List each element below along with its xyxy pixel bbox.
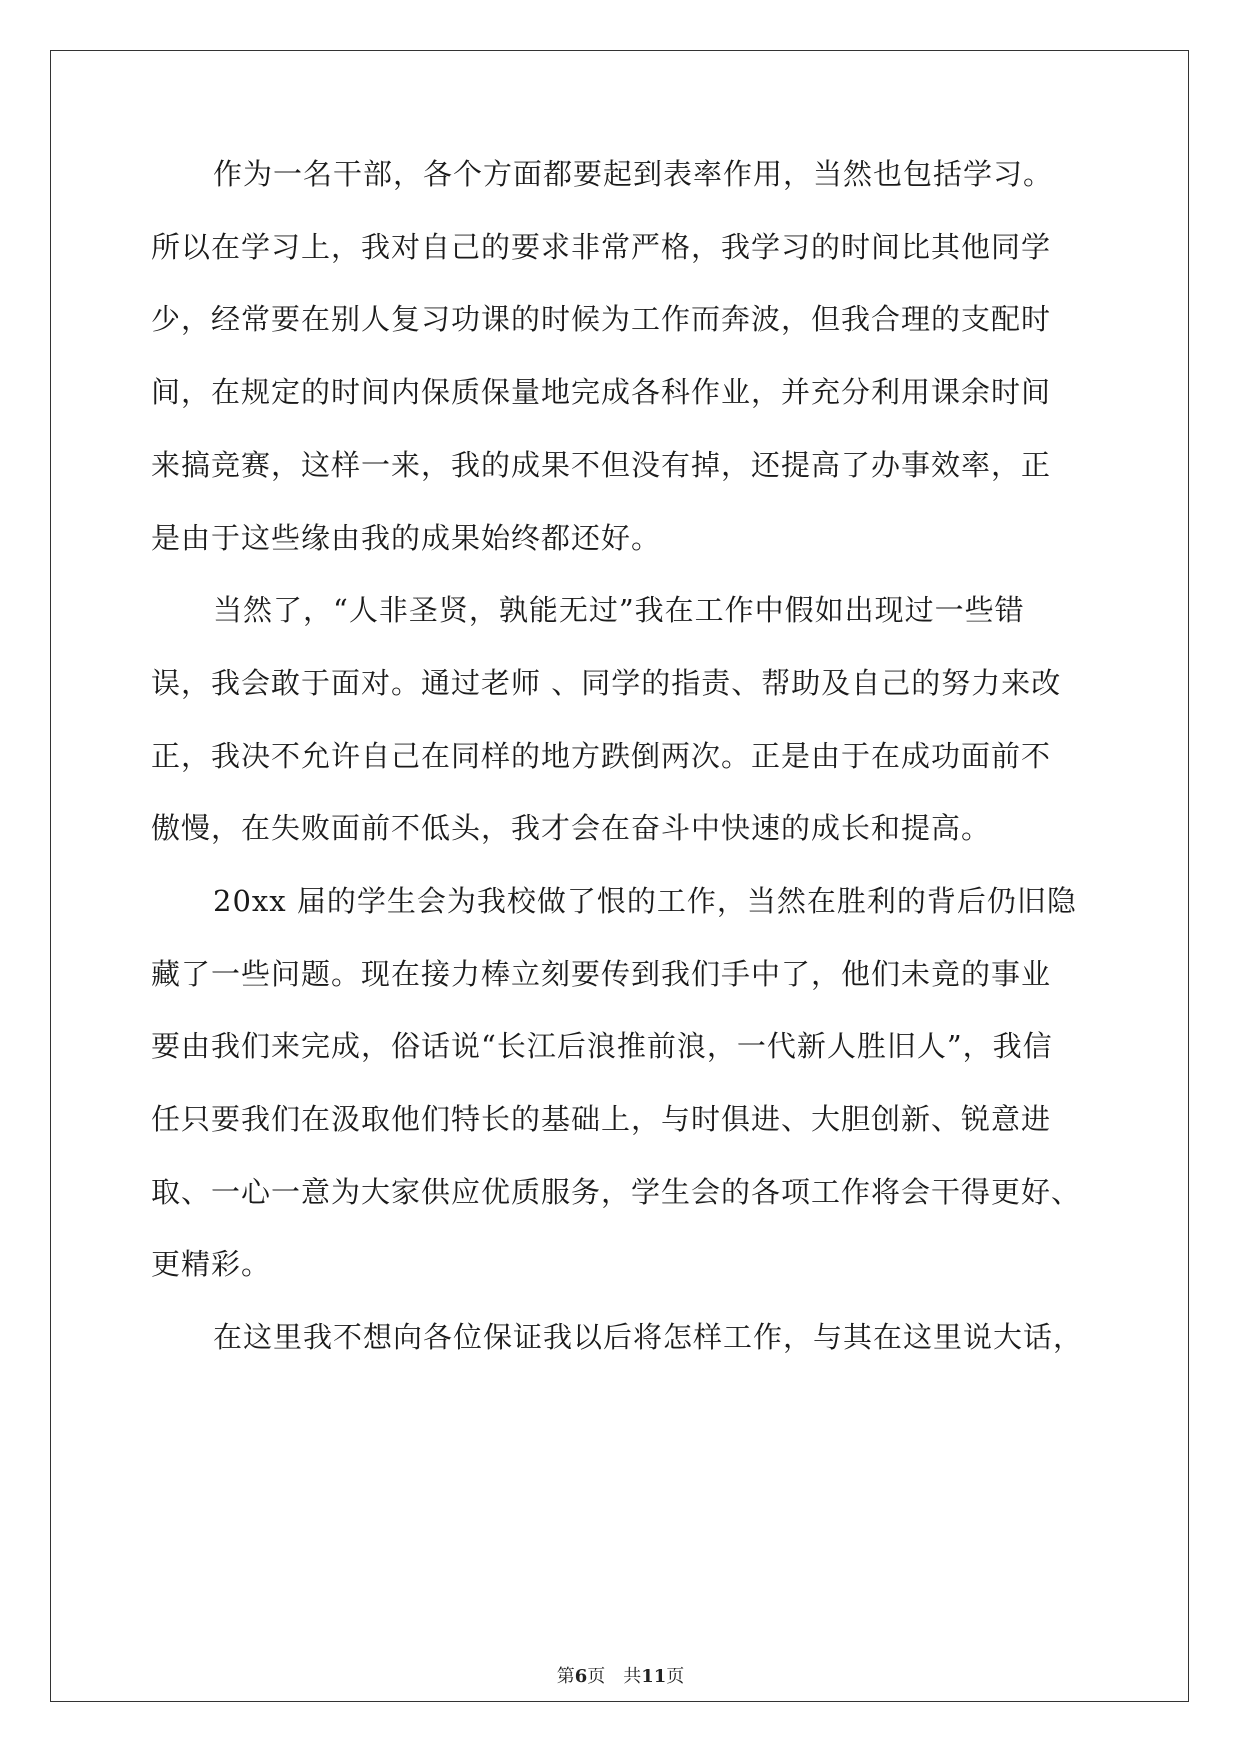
page-border [50, 50, 1189, 1702]
paragraph-line: 傲慢，在失败面前不低头，我才会在奋斗中快速的成长和提高。 [151, 811, 992, 845]
paragraph-line: 间，在规定的时间内保质保量地完成各科作业，并充分利用课余时间 [151, 375, 1052, 409]
paragraph-line: 少，经常要在别人复习功课的时候为工作而奔波，但我合理的支配时 [151, 302, 1052, 336]
footer-total-prefix: 共 [623, 1666, 642, 1687]
paragraph-line: 取、一心一意为大家供应优质服务，学生会的各项工作将会干得更好、 [151, 1175, 1082, 1209]
current-page-number: 6 [574, 1666, 588, 1687]
paragraph-line: 更精彩。 [151, 1247, 272, 1281]
paragraph-line: 要由我们来完成，俗话说“长江后浪推前浪，一代新人胜旧人”，我信 [151, 1029, 1053, 1063]
paragraph-line: 作为一名干部，各个方面都要起到表率作用，当然也包括学习。 [213, 157, 1054, 191]
paragraph-line: 当然了，“人非圣贤，孰能无过”我在工作中假如出现过一些错 [213, 593, 1025, 627]
footer-prefix: 第 [556, 1666, 575, 1687]
paragraph-line: 在这里我不想向各位保证我以后将怎样工作，与其在这里说大话， [213, 1320, 1084, 1354]
paragraph-line: 任只要我们在汲取他们特长的基础上，与时俱进、大胆创新、锐意进 [151, 1102, 1052, 1136]
paragraph-line: 误，我会敢于面对。通过老师 、同学的指责、帮助及自己的努力来改 [151, 666, 1062, 700]
paragraph-line: 所以在学习上，我对自己的要求非常严格，我学习的时间比其他同学 [151, 230, 1052, 264]
paragraph-line: 20xx 届的学生会为我校做了恨的工作，当然在胜利的背后仍旧隐 [213, 884, 1077, 918]
paragraph-line: 藏了一些问题。现在接力棒立刻要传到我们手中了，他们未竟的事业 [151, 957, 1052, 991]
total-pages-number: 11 [641, 1666, 667, 1687]
paragraph-line: 正，我决不允许自己在同样的地方跌倒两次。正是由于在成功面前不 [151, 739, 1052, 773]
footer-page-suffix: 页 [587, 1666, 606, 1687]
footer-total-suffix: 页 [666, 1666, 685, 1687]
page-footer [0, 1666, 1241, 1688]
paragraph-line: 来搞竞赛，这样一来，我的成果不但没有掉，还提高了办事效率，正 [151, 448, 1052, 482]
paragraph-line: 是由于这些缘由我的成果始终都还好。 [151, 521, 662, 555]
